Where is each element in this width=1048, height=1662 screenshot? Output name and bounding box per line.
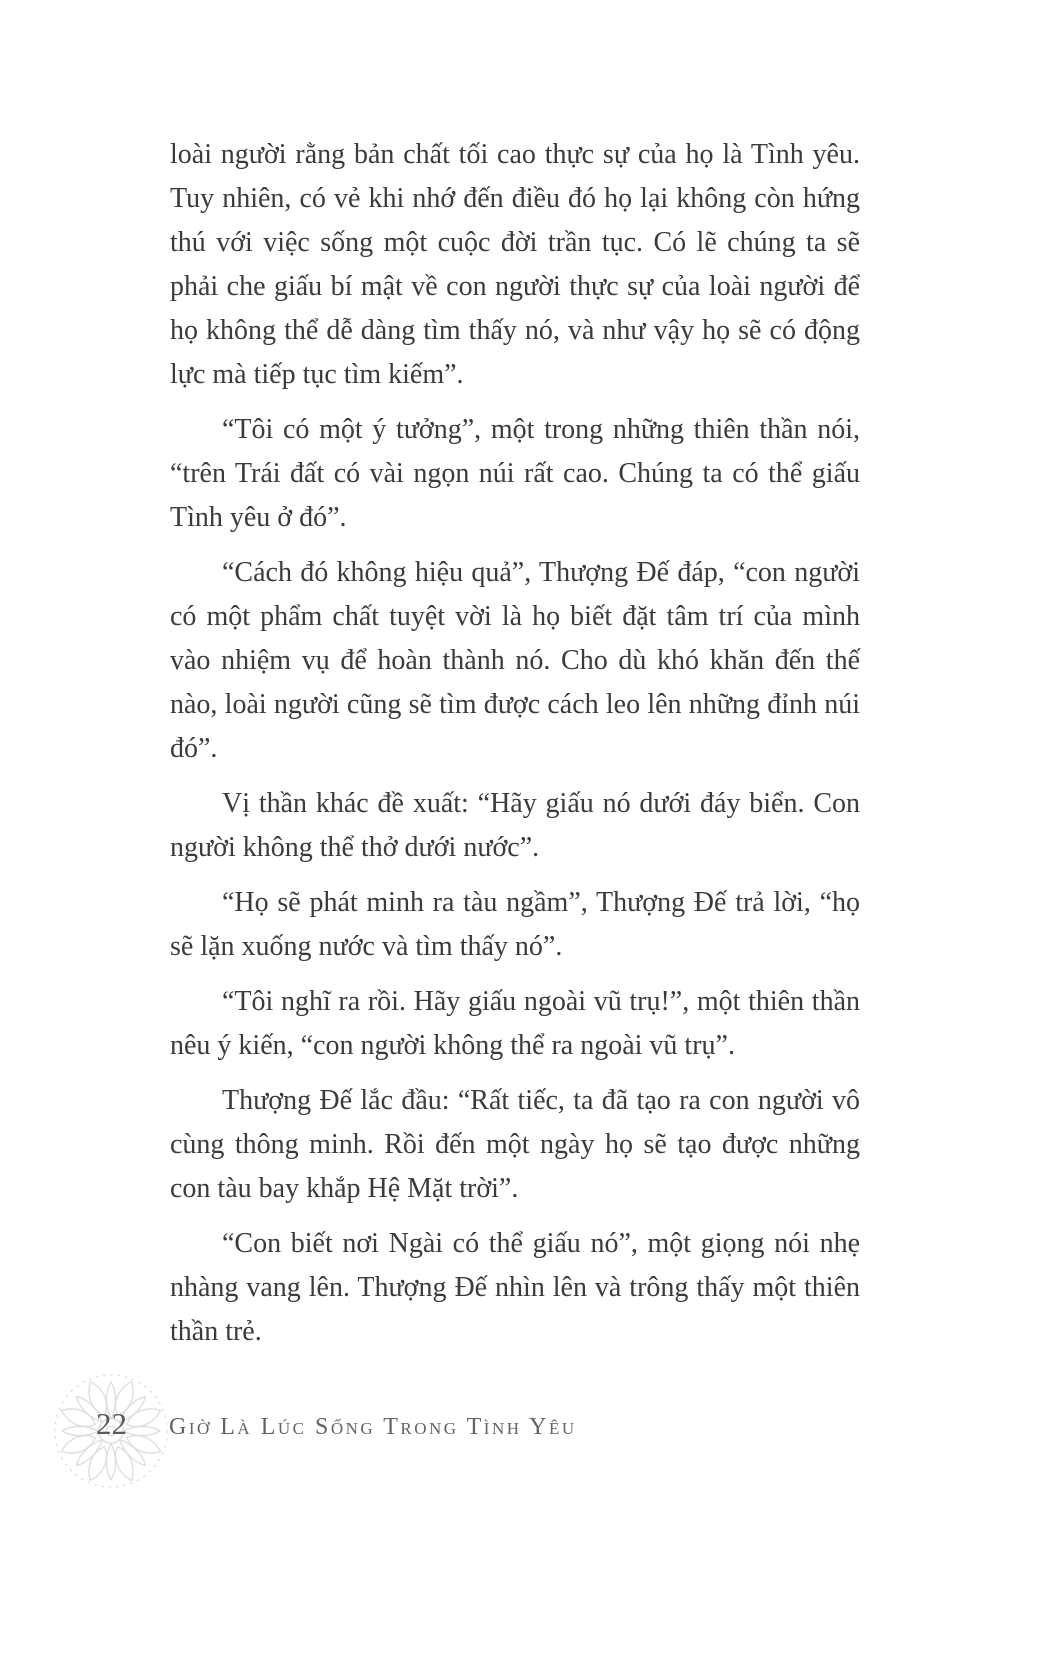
paragraph: Thượng Đế lắc đầu: “Rất tiếc, ta đã tạo ra con người vô cùng thông minh. Rồi đến một ngày họ sẽ tạo được những con tàu bay khắp Hệ Mặt trời”. [170,1085,860,1204]
paragraph: “Tôi nghĩ ra rồi. Hãy giấu ngoài vũ trụ!”, một thiên thần nêu ý kiến, “con người không thể ra ngoài vũ trụ”. [170,986,860,1061]
paragraph: “Tôi có một ý tưởng”, một trong những thiên thần nói, “trên Trái đất có vài ngọn núi rất cao. Chúng ta có thể giấu Tình yêu ở đó”. [170,414,860,533]
paragraph: “Cách đó không hiệu quả”, Thượng Đế đáp, “con người có một phẩm chất tuyệt vời là họ biết đặt tâm trí của mình vào nhiệm vụ để hoàn thành nó. Cho dù khó khăn đến thế nào, loài người cũng sẽ tìm được cách leo lên những đỉnh núi đó”. [170,557,860,764]
running-title: Giờ Là Lúc Sống Trong Tình Yêu [169,1414,577,1440]
body-text-block [170,133,860,1365]
paragraph: Vị thần khác đề xuất: “Hãy giấu nó dưới đáy biển. Con người không thể thở dưới nước”. [170,788,860,863]
paragraph: loài người rằng bản chất tối cao thực sự của họ là Tình yêu. Tuy nhiên, có vẻ khi nhớ đến điều đó họ lại không còn hứng thú với việc sống một cuộc đời trần tục. Có lẽ chúng ta sẽ phải che giấu bí mật về con người thực sự của loài người để họ không thể dễ dàng tìm thấy nó, và như vậy họ sẽ có động lực mà tiếp tục tìm kiếm”. [170,139,860,390]
paragraph: “Con biết nơi Ngài có thể giấu nó”, một giọng nói nhẹ nhàng vang lên. Thượng Đế nhìn lên và trông thấy một thiên thần trẻ. [170,1228,860,1347]
page-footer [0,1406,1048,1442]
paragraph: “Họ sẽ phát minh ra tàu ngầm”, Thượng Đế trả lời, “họ sẽ lặn xuống nước và tìm thấy nó”. [170,887,860,962]
page-number: 22 [96,1406,127,1441]
